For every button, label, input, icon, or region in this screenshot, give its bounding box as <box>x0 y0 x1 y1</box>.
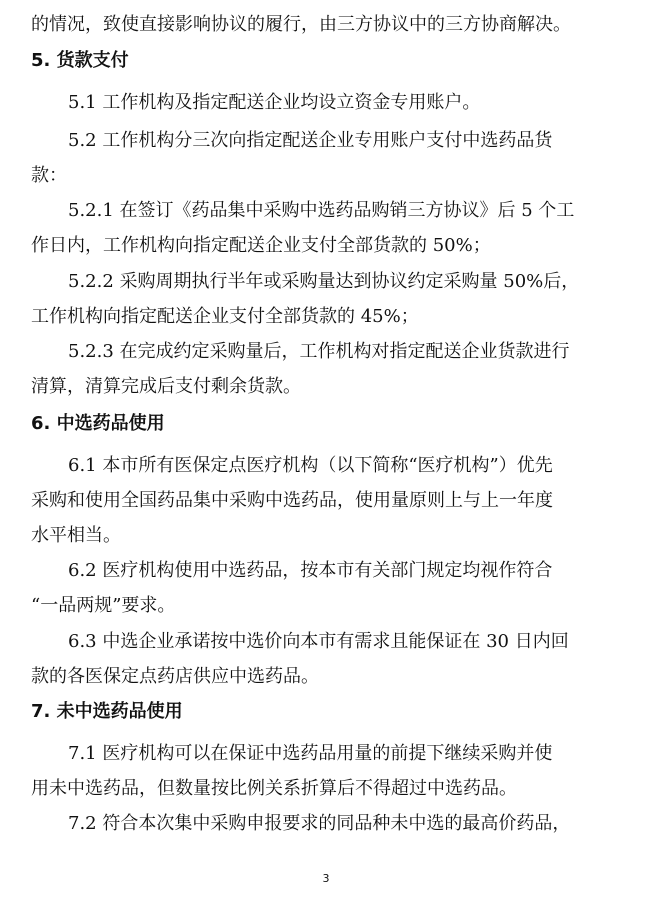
intro-line: 的情况，致使直接影响协议的履行，由三方协议中的三方协商解决。 <box>31 14 571 35</box>
paragraph-6-1-cont: 采购和使用全国药品集中采购中选药品，使用量原则上与上一年度 <box>31 490 553 511</box>
paragraph-5-1: 5.1 工作机构及指定配送企业均设立资金专用账户。 <box>68 92 481 113</box>
paragraph-6-1: 6.1 本市所有医保定点医疗机构（以下简称“医疗机构”）优先 <box>68 455 553 476</box>
paragraph-6-2-cont: “一品两规”要求。 <box>31 595 176 616</box>
paragraph-5-2-3-cont: 清算，清算完成后支付剩余货款。 <box>31 376 301 397</box>
paragraph-5-2: 5.2 工作机构分三次向指定配送企业专用账户支付中选药品货 <box>68 130 553 151</box>
paragraph-5-2-2: 5.2.2 采购周期执行半年或采购量达到协议约定采购量 50%后， <box>68 271 580 292</box>
paragraph-5-2-2-cont: 工作机构向指定配送企业支付全部货款的 45%； <box>31 306 419 327</box>
paragraph-5-2-cont: 款： <box>31 165 67 186</box>
section-5-heading: 5. 货款支付 <box>31 50 129 71</box>
paragraph-6-3: 6.3 中选企业承诺按中选价向本市有需求且能保证在 30 日内回 <box>68 631 569 652</box>
paragraph-7-2: 7.2 符合本次集中采购申报要求的同品种未中选的最高价药品， <box>68 813 571 834</box>
section-6-heading: 6. 中选药品使用 <box>31 413 165 434</box>
paragraph-5-2-1: 5.2.1 在签订《药品集中采购中选药品购销三方协议》后 5 个工 <box>68 200 575 221</box>
paragraph-6-3-cont: 款的各医保定点药店供应中选药品。 <box>31 666 319 687</box>
paragraph-5-2-1-cont: 作日内，工作机构向指定配送企业支付全部货款的 50%； <box>31 235 491 256</box>
page-number: 3 <box>322 872 330 885</box>
paragraph-6-2: 6.2 医疗机构使用中选药品，按本市有关部门规定均视作符合 <box>68 560 553 581</box>
paragraph-7-1-cont: 用未中选药品，但数量按比例关系折算后不得超过中选药品。 <box>31 778 517 799</box>
paragraph-6-1-cont-2: 水平相当。 <box>31 525 121 546</box>
paragraph-7-1: 7.1 医疗机构可以在保证中选药品用量的前提下继续采购并使 <box>68 743 553 764</box>
section-7-heading: 7. 未中选药品使用 <box>31 701 183 722</box>
paragraph-5-2-3: 5.2.3 在完成约定采购量后，工作机构对指定配送企业货款进行 <box>68 341 570 362</box>
